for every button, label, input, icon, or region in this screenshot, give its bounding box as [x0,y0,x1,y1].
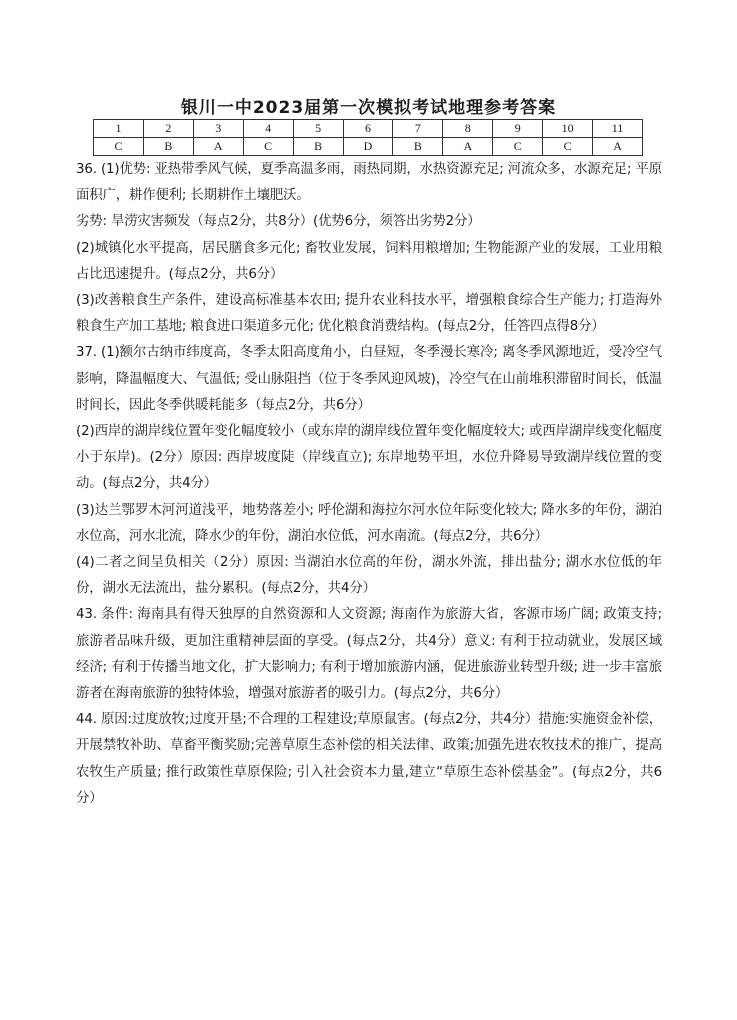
answer-paragraph: (3)改善粮食生产条件，建设高标准基本农田; 提升农业科技水平，增强粮食综合生产能力; 打造海外粮食生产加工基地; 粮食进口渠道多元化; 优化粮食消费结构。(每点2分，任答四点得8分） [76,293,662,335]
page-title: 银川一中2023届第一次模拟考试地理参考答案 [180,98,557,118]
question-number: 1 [94,120,144,138]
answer-cell: C [243,138,293,156]
question-number-row [94,120,643,138]
question-number: 3 [193,120,243,138]
answer-cell: C [493,138,543,156]
question-number: 10 [543,120,593,138]
answer-cell: B [143,138,193,156]
answer-cell: B [293,138,343,156]
question-number: 7 [393,120,443,138]
question-number: 9 [493,120,543,138]
answer-cell: C [94,138,144,156]
answer-body [76,157,662,812]
answer-paragraph: (3)达兰鄂罗木河河道浅平，地势落差小; 呼伦湖和海拉尔河水位年际变化较大; 降水多的年份，湖泊水位高，河水北流，降水少的年份，湖泊水位低，河水南流。(每点2分，共6分） [76,502,662,544]
question-number: 5 [293,120,343,138]
answer-row [94,138,643,156]
answer-cell: C [543,138,593,156]
answer-paragraph: 43. 条件: 海南具有得天独厚的自然资源和人文资源; 海南作为旅游大省，客源市场广阔; 政策支持; 旅游者品味升级，更加注重精神层面的享受。(每点2分，共4分）意义: 有利于拉动就业，发展区域经济; 有利于传播当地文化，扩大影响力; 有利于增加旅游内涵，促进旅游业转型升级; 进一步丰富旅游者在海南旅游的独特体验，增强对旅游者的吸引力。(每点2分，共6分） [76,607,662,702]
answer-paragraph: 37. (1)额尔古纳市纬度高，冬季太阳高度角小，白昼短，冬季漫长寒冷; 离冬季风源地近，受冷空气影响，降温幅度大、气温低; 受山脉阻挡（位于冬季风迎风坡)，冷空气在山前堆积滞留时间长，低温时间长，因此冬季供暖耗能多（每点2分，共6分） [76,345,662,413]
question-number: 11 [593,120,643,138]
question-number: 8 [443,120,493,138]
answer-paragraph: (2)西岸的湖岸线位置年变化幅度较小（或东岸的湖岸线位置年变化幅度较大; 或西岸湖岸线变化幅度小于东岸)。(2分）原因: 西岸坡度陡（岸线直立); 东岸地势平坦，水位升降易导致湖岸线位置的变动。(每点2分，共4分） [76,424,662,492]
answer-cell: D [343,138,393,156]
question-number: 2 [143,120,193,138]
question-number: 4 [243,120,293,138]
answer-paragraph: (2)城镇化水平提高，居民膳食多元化; 畜牧业发展，饲料用粮增加; 生物能源产业的发展，工业用粮占比迅速提升。(每点2分，共6分） [76,240,662,282]
answer-cell: B [393,138,443,156]
answer-cell: A [193,138,243,156]
answer-paragraph: 36. (1)优势: 亚热带季风气候，夏季高温多雨，雨热同期，水热资源充足; 河流众多，水源充足; 平原面积广，耕作便利; 长期耕作土壤肥沃。 [76,162,662,204]
answer-paragraph: (4)二者之间呈负相关（2分）原因: 当湖泊水位高的年份，湖水外流，排出盐分; 湖水水位低的年份，湖水无法流出，盐分累积。(每点2分，共4分） [76,555,662,597]
answer-paragraph: 劣势: 旱涝灾害频发（每点2分，共8分）(优势6分，须答出劣势2分） [76,214,481,230]
answer-paragraph: 44. 原因:过度放牧;过度开垦;不合理的工程建设;草原鼠害。(每点2分，共4分）措施:实施资金补偿，开展禁牧补助、草畜平衡奖励;完善草原生态补偿的相关法律、政策;加强先进农牧技术的推广，提高农牧生产质量; 推行政策性草原保险; 引入社会资本力量,建立“草原生态补偿基金”。(每点2分，共6分） [76,712,662,806]
answer-cell: A [593,138,643,156]
answer-table [93,119,643,156]
question-number: 6 [343,120,393,138]
answer-cell: A [443,138,493,156]
